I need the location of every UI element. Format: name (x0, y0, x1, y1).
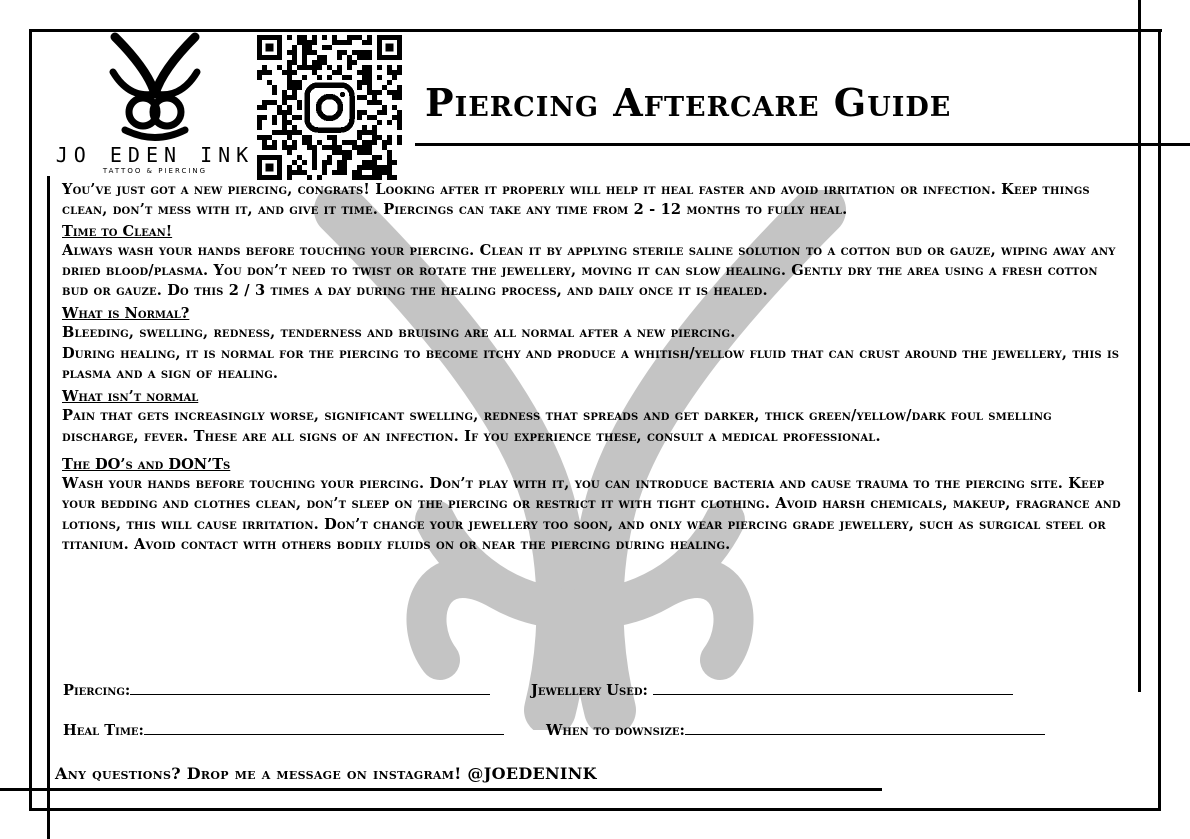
page-title: Piercing Aftercare Guide (425, 80, 952, 125)
field-label-heal-time: Heal Time: (63, 722, 144, 739)
instagram-icon (302, 80, 357, 135)
accent-left-vertical (47, 176, 50, 839)
section-body-dos-donts: Wash your hands before touching your piercing. Don’t play with it, you can introduce bacteria and cause trauma to the piercing site. Keep your bedding and clothes clean, don’t sleep on the piercing or restrict it with tight clothing. Avoid harsh chemicals, makeup, fragrance and lotions, this will cause irritation. Don’t change your jewellery too soon, and only wear piercing grade jewellery, such as surgical steel or titanium. Avoid contact with others bodily fluids on or near the piercing during healing. (62, 474, 1121, 553)
section-heading-dos-donts: The DO’s and DON’Ts (62, 455, 231, 473)
footer-text: Any questions? Drop me a message on instagram! @JOEDENINK (55, 764, 597, 783)
field-blank-jewellery-used[interactable] (653, 680, 1013, 695)
field-when-to-downsize (546, 720, 1045, 739)
logo-emblem (55, 32, 255, 147)
section-body-clean: Always wash your hands before touching your piercing. Clean it by applying sterile saline solution to a cotton bud or gauze, wiping away any dried blood/plasma. You don’t need to twist or rotate the jewellery, moving it can slow healing. Gently dry the area using a fresh cotton bud or gauze. Do this 2 / 3 times a day during the healing process, and daily once it is healed. (62, 241, 1116, 300)
brand-name: JO EDEN INK (55, 143, 255, 167)
section-body-normal-line1: Bleeding, swelling, redness, tenderness and bruising are all normal after a new piercing. (62, 324, 736, 342)
section-heading-normal: What is Normal? (62, 305, 190, 323)
field-blank-when-to-downsize[interactable] (685, 720, 1045, 735)
title-underline (415, 143, 1190, 146)
field-jewellery-used (531, 680, 1013, 699)
intro-text: You’ve just got a new piercing, congrats! Looking after it properly will help it heal faster and avoid irritation or infection. Keep things clean, don’t mess with it, and give it time. Piercings can take any time from 2 - 12 months to fully heal. (62, 181, 1090, 219)
qr-finder-bottom-left (257, 155, 282, 180)
brand-tagline: TATTOO & PIERCING (102, 167, 208, 175)
qr-finder-top-left (257, 35, 282, 60)
field-piercing (63, 680, 490, 699)
field-label-jewellery-used: Jewellery Used: (531, 682, 648, 699)
section-body-not-normal: Pain that gets increasingly worse, significant swelling, redness that spreads and get darker, thick green/yellow/dark foul smelling discharge, fever. These are all signs of an infection. If you experience these, consult a medical professional. (62, 407, 1052, 445)
field-label-piercing: Piercing: (63, 682, 131, 699)
frame-bottom (30, 808, 1161, 811)
qr-code[interactable] (257, 35, 402, 180)
qr-finder-top-right (377, 35, 402, 60)
brand-logo (55, 32, 255, 177)
section-body-normal-line2: During healing, it is normal for the piercing to become itchy and produce a whitish/yellow fluid that can crust around the jewellery, this is plasma and a sign of healing. (62, 344, 1120, 383)
frame-right (1158, 29, 1161, 811)
field-blank-piercing[interactable] (130, 680, 490, 695)
guide-content (62, 180, 1127, 555)
field-blank-heal-time[interactable] (144, 720, 504, 735)
section-heading-not-normal: What isn’t normal (62, 388, 199, 406)
frame-left (29, 29, 32, 811)
field-label-when-to-downsize: When to downsize: (546, 722, 685, 739)
field-heal-time (63, 720, 504, 739)
section-heading-clean: Time to Clean! (62, 222, 173, 240)
footer-line (0, 788, 882, 791)
accent-right-vertical (1138, 0, 1141, 692)
